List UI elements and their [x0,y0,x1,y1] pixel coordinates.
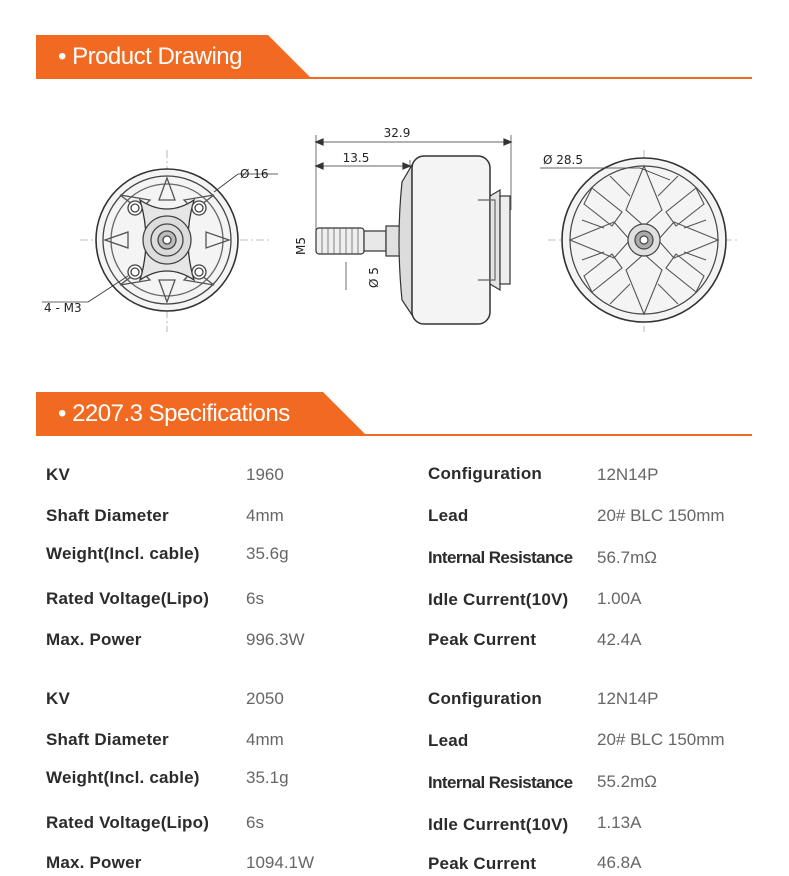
peak-current-value: 42.4A [597,630,642,649]
idle-current-value: 1.00A [597,589,642,608]
section-title: • 2207.3 Specifications [58,400,290,427]
front-diameter-label: Ø 16 [240,167,269,181]
kv-label: KV [46,465,71,484]
product-drawing [0,100,789,390]
holes-label: 4 - M3 [44,301,82,315]
max-power-label: Max. Power [46,630,142,649]
peak-current-label: Peak Current [428,854,537,873]
lead-value: 20# BLC 150mm [597,506,725,525]
idle-current-value: 1.13A [597,813,642,832]
total-length-label: 32.9 [383,126,411,140]
shaft-diameter-value: 4mm [246,730,284,749]
banner-rule [306,77,752,79]
weight-value: 35.1g [246,768,289,787]
idle-current-label: Idle Current(10V) [428,815,569,834]
lead-label: Lead [428,506,469,525]
internal-resistance-value: 55.2mΩ [597,772,657,791]
lead-label: Lead [428,731,469,750]
kv-value: 1960 [246,465,284,484]
weight-label: Weight(Incl. cable) [46,768,200,787]
shaft-length-label: 13.5 [342,151,370,165]
max-power-label: Max. Power [46,853,142,872]
internal-resistance-label: Internal Resistance [428,773,573,792]
rated-voltage-label: Rated Voltage(Lipo) [46,589,210,608]
peak-current-label: Peak Current [428,630,537,649]
thread-label: M5 [294,237,308,255]
rated-voltage-value: 6s [246,813,264,832]
shaft-diameter-label: Ø 5 [367,267,381,288]
configuration-label: Configuration [428,689,543,708]
rear-diameter-label: Ø 28.5 [543,153,583,167]
configuration-label: Configuration [428,464,543,483]
configuration-value: 12N14P [597,465,659,484]
lead-value: 20# BLC 150mm [597,730,725,749]
banner-rule [361,434,752,436]
max-power-value: 1094.1W [246,853,315,872]
max-power-value: 996.3W [246,630,305,649]
internal-resistance-label: Internal Resistance [428,548,573,567]
rated-voltage-value: 6s [246,589,264,608]
peak-current-value: 46.8A [597,853,642,872]
kv-value: 2050 [246,689,284,708]
shaft-diameter-label: Shaft Diameter [46,730,169,749]
configuration-value: 12N14P [597,689,659,708]
idle-current-label: Idle Current(10V) [428,590,569,609]
shaft-diameter-label: Shaft Diameter [46,506,169,525]
internal-resistance-value: 56.7mΩ [597,548,657,567]
weight-value: 35.6g [246,544,289,563]
shaft-diameter-value: 4mm [246,506,284,525]
kv-label: KV [46,689,71,708]
weight-label: Weight(Incl. cable) [46,544,200,563]
rear-view-drawing [540,150,740,332]
rated-voltage-label: Rated Voltage(Lipo) [46,813,210,832]
section-title: • Product Drawing [58,43,242,70]
